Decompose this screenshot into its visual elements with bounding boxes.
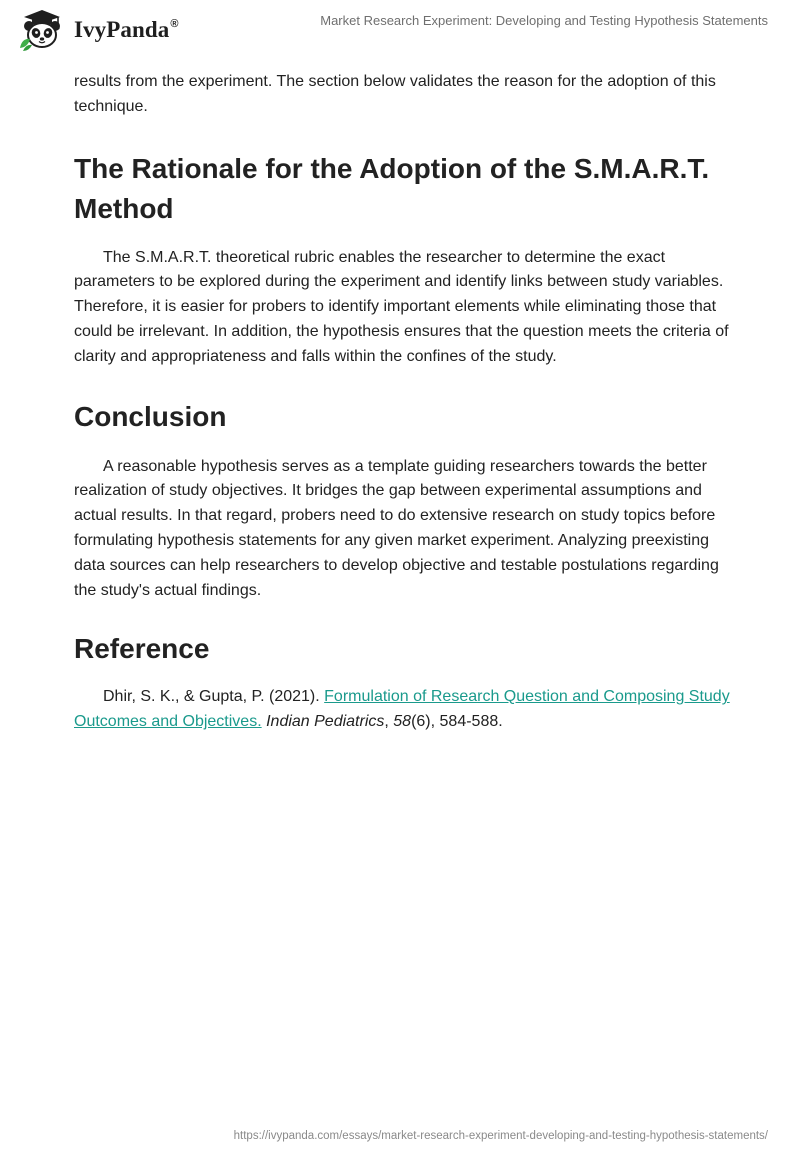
- reference-link[interactable]: Formulation of Research Question and Composing Study Outcomes and Objectives.: [74, 688, 730, 731]
- ivypanda-logo[interactable]: [14, 8, 179, 52]
- document-title: Market Research Experiment: Developing and Testing Hypothesis Statements: [320, 13, 768, 28]
- reference-volume: 58: [393, 713, 412, 731]
- page-header: [0, 0, 800, 62]
- reference-entry: [74, 685, 734, 735]
- conclusion-paragraph: A reasonable hypothesis serves as a template guiding researchers towards the better realization of study objectives. It bridges the gap between experimental assumptions and actual results. In that regard, probers need to do extensive research on study topics before formulating hypothesis statements for any given market experiment. Analyzing preexisting data sources can help researchers to develop objective and testable postulations regarding the study's actual findings.: [74, 457, 719, 599]
- reference-journal: Indian Pediatrics: [266, 713, 385, 731]
- essay-content: [74, 70, 734, 735]
- logo-wordmark: IvyPanda®: [74, 17, 179, 42]
- conclusion-heading: Conclusion: [74, 400, 227, 432]
- footer-url[interactable]: https://ivypanda.com/essays/market-research-experiment-developing-and-testing-hypothesis-statements/: [233, 1130, 768, 1142]
- intro-paragraph: results from the experiment. The section below validates the reason for the adoption of this technique.: [74, 73, 716, 115]
- reference-pages: (6), 584-588.: [411, 713, 503, 731]
- reference-authors: Dhir, S. K., & Gupta, P. (2021).: [103, 688, 325, 706]
- reference-heading: Reference: [74, 633, 210, 665]
- rationale-heading: The Rationale for the Adoption of the S.M.A.R.T. Method: [74, 152, 710, 224]
- reference-separator: ,: [384, 713, 394, 731]
- panda-graduate-icon: [14, 8, 70, 52]
- rationale-paragraph: The S.M.A.R.T. theoretical rubric enables the researcher to determine the exact parameters to be explored during the experiment and identify links between study variables. Therefore, it is easier for probers to identify important elements while eliminating those that could be irrelevant. In addition, the hypothesis ensures that the question meets the criteria of clarity and appropriateness and falls within the confines of the study.: [74, 248, 729, 365]
